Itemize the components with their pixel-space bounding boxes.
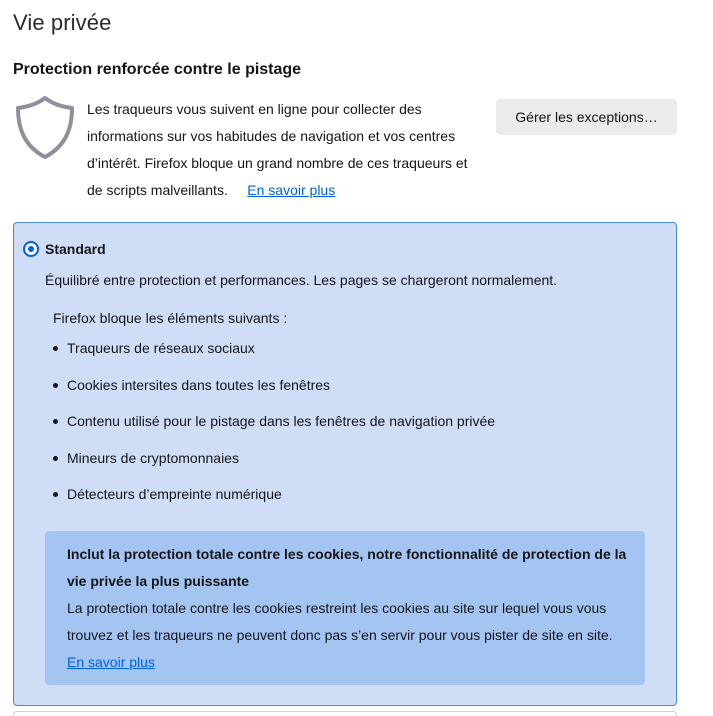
page-title: Vie privée xyxy=(13,10,112,35)
strict-option-card[interactable] xyxy=(13,711,677,716)
manage-exceptions-button[interactable]: Gérer les exceptions… xyxy=(496,99,677,135)
etp-learn-more-link[interactable]: En savoir plus xyxy=(247,182,336,198)
list-item: Traqueurs de réseaux sociaux xyxy=(53,338,495,375)
tcp-description-block xyxy=(67,595,633,676)
tcp-text xyxy=(67,541,633,676)
list-item: Contenu utilisé pour le pistage dans les fenêtres de navigation privée xyxy=(53,411,495,448)
blocks-title: Firefox bloque les éléments suivants : xyxy=(53,310,288,326)
list-item: Détecteurs d’empreinte numérique xyxy=(53,484,495,521)
etp-section-title: Protection renforcée contre le pistage xyxy=(13,61,302,78)
tcp-description: La protection totale contre les cookies restreint les cookies au site sur lequel vous vous trouvez et les traqueurs ne peuvent donc pas s’en servir pour vous pister de site en site. xyxy=(67,600,613,643)
standard-radio[interactable] xyxy=(23,241,39,257)
etp-description-block xyxy=(87,96,487,204)
standard-description: Équilibré entre protection et performances. Les pages se chargeront normalement. xyxy=(45,272,558,288)
shield-icon xyxy=(14,95,76,161)
standard-option-card[interactable] xyxy=(13,222,677,706)
etp-description: Les traqueurs vous suivent en ligne pour collecter des informations sur vos habitudes de navigation et vos centres d’intérêt. Firefox bloque un grand nombre de ces traqueurs et de scripts malveillants. xyxy=(87,101,468,198)
list-item: Mineurs de cryptomonnaies xyxy=(53,448,495,485)
tcp-title: Inclut la protection totale contre les cookies, notre fonctionnalité de protection de la vie privée la plus puissante xyxy=(67,546,627,589)
blocked-items-list xyxy=(53,338,495,521)
standard-label[interactable]: Standard xyxy=(45,241,106,257)
total-cookie-protection-box xyxy=(45,531,645,685)
tcp-learn-more-link[interactable]: En savoir plus xyxy=(67,654,155,670)
list-item: Cookies intersites dans toutes les fenêtres xyxy=(53,375,495,412)
